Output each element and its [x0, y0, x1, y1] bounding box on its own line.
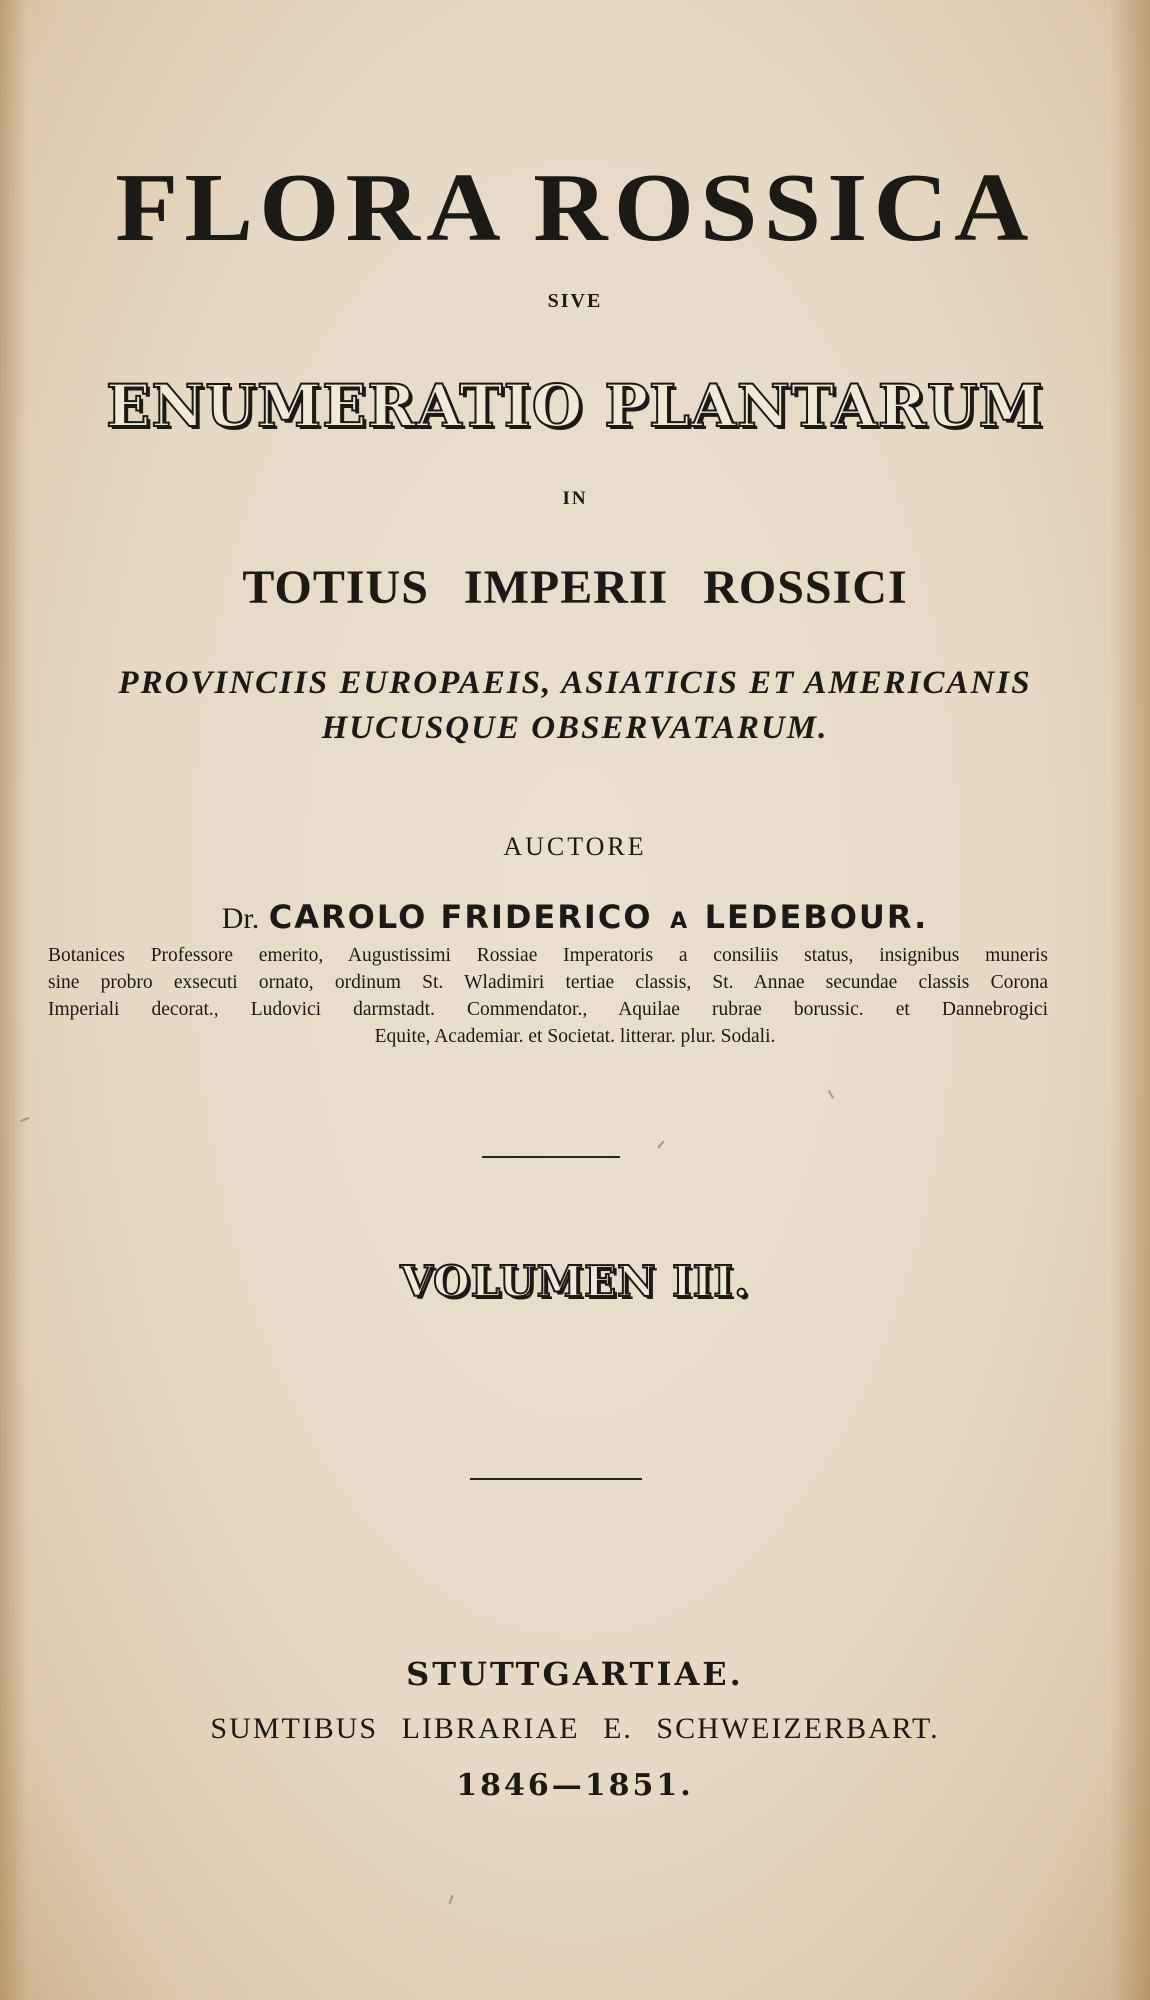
in-word: IN — [562, 488, 588, 509]
auctore-label: AUCTORE — [503, 832, 647, 861]
imprint-place: STUTTGARTIAE. — [406, 1655, 744, 1693]
region-heading: TOTIUS IMPERII ROSSICI — [242, 561, 908, 614]
book-title: FLORA ROSSICA — [115, 154, 1035, 262]
author-name-first: CAROLO FRIDERICO — [268, 898, 653, 936]
author-name-last: LEDEBOUR. — [704, 898, 929, 936]
paper-fleck — [828, 1090, 834, 1099]
divider-rule-bottom — [470, 1478, 642, 1480]
paper-fleck — [657, 1140, 664, 1148]
book-subtitle: ENUMERATIO PLANTARUM — [106, 372, 1044, 440]
imprint-years: 1846—1851. — [456, 1768, 694, 1803]
author-prefix: Dr. — [221, 902, 260, 935]
sive-word: SIVE — [547, 290, 603, 312]
author-line — [0, 898, 1150, 936]
provinces-line-2: HUCUSQUE OBSERVATARUM. — [321, 710, 829, 746]
divider-rule-top — [482, 1156, 620, 1158]
imprint-publisher: SUMTIBUS LIBRARIAE E. SCHWEIZERBART. — [210, 1712, 940, 1745]
volume-label: VOLUMEN III. — [400, 1257, 750, 1306]
credentials-line-3: Imperiali decorat., Ludovici darmstadt. Commendator., Aquilae rubrae borussic. et Dannebrogici — [48, 999, 1048, 1020]
provinces-line-1: PROVINCIIS EUROPAEIS, ASIATICIS ET AMERICANIS — [118, 665, 1032, 701]
credentials-line-2: sine probro exsecuti ornato, ordinum St. Wladimiri tertiae classis, St. Annae secundae classis Corona — [48, 972, 1048, 993]
credentials-line-1: Botanices Professore emerito, Augustissimi Rossiae Imperatoris a consiliis status, insignibus muneris — [48, 945, 1048, 966]
paper-fleck — [449, 1895, 454, 1904]
author-particle: A — [670, 909, 688, 934]
credentials-line-4: Equite, Academiar. et Societat. litterar. plur. Sodali. — [374, 1026, 776, 1047]
